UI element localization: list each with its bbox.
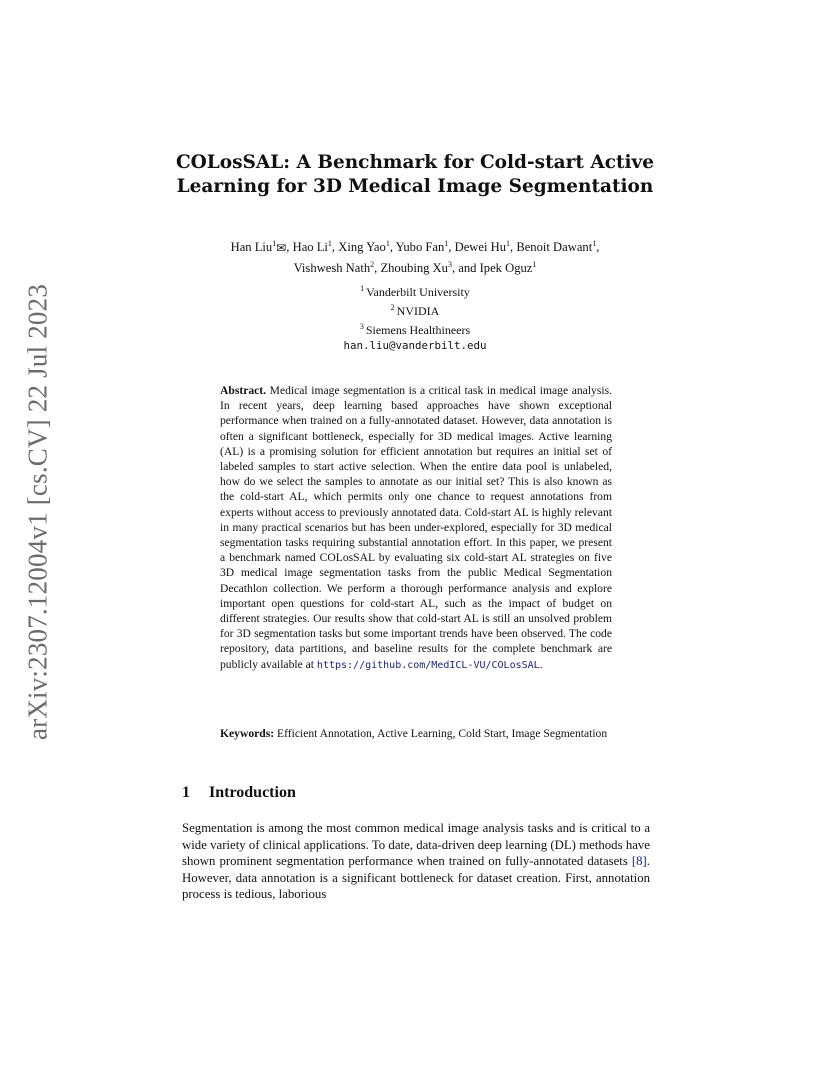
affiliation: $^1$ Vanderbilt University [360, 284, 470, 299]
contact-email[interactable]: han.liu@vanderbilt.edu [343, 339, 487, 352]
abstract-text: Medical image segmentation is a critical task in medical image analysis. In recent years, deep learning based approaches have shown exceptional performance when trained on a fully-annotated dataset. However, data annotation is often a significant bottleneck, especially for 3D medical images. Active learning (AL) is a promising solution for efficient annotation but requires an initial set of labeled samples to start active selection. When the entire data pool is unlabeled, how do we select the samples to annotate as our initial set? This is also known as the cold-start AL, which permits only one chance to request annotations from experts without access to previously annotated data. Cold-start AL is highly relevant in many practical scenarios but has been under-explored, especially for 3D medical segmentation tasks requiring substantial annotation effort. In this paper, we present a benchmark named COLosSAL by evaluating six cold-start AL strategies on five 3D medical image segmentation tasks from the public Medical Segmentation Decathlon collection. We perform a thorough performance analysis and explore important open questions for cold-start AL, such as the impact of budget on different strategies. Our results show that cold-start AL is still an unsolved problem for 3D segmentation tasks but some important trends have been observed. The code repository, data partitions, and baseline results for the complete benchmark are publicly available at [220, 384, 612, 671]
keywords [220, 726, 612, 741]
citation-link[interactable]: [8] [631, 854, 647, 869]
author: Vishwesh Nath$^2$ [293, 260, 375, 276]
author: Ipek Oguz$^1$ [479, 260, 537, 276]
abstract-label: Abstract. [220, 384, 267, 397]
paper-title [160, 151, 670, 199]
title-line-1: COLosSAL: A Benchmark for Cold-start Active [175, 152, 655, 173]
author-list: Han Liu$^1$✉, Hao Li$^1$, Xing Yao$^1$, Yubo Fan$^1$, Dewei Hu$^1$, Benoit Dawant$^1$, Vishwesh Nath$^2$, Zhoubing Xu$^3$, and Ipek Oguz$^1$ [230, 239, 600, 276]
author: Hao Li$^1$ [292, 239, 332, 255]
envelope-icon: ✉ [276, 241, 287, 256]
section-title: Introduction [209, 784, 296, 801]
author: Dewei Hu$^1$ [454, 239, 511, 255]
author: Benoit Dawant$^1$ [516, 239, 597, 255]
affiliation: $^2$ NVIDIA [390, 303, 440, 318]
author: Zhoubing Xu$^3$ [380, 260, 452, 276]
keywords-label: Keywords: [220, 727, 275, 740]
keywords-text: Efficient Annotation, Active Learning, Cold Start, Image Segmentation [277, 727, 608, 740]
arxiv-identifier-text: arXiv:2307.12004v1 [cs.CV] 22 Jul 2023 [22, 283, 53, 741]
section-heading [182, 784, 296, 802]
code-repository-link[interactable]: https://github.com/MedICL-VU/COLosSAL [316, 659, 540, 671]
abstract: Abstract. Medical image segmentation is a critical task in medical image analysis. In recent years, deep learning based approaches have shown exceptional performance when trained on a fully-annotated dataset. However, data annotation is often a significant bottleneck, especially for 3D medical images. Active learning (AL) is a promising solution for efficient annotation but requires an initial set of labeled samples to start active selection. When the entire data pool is unlabeled, how do we select the samples to annotate as our initial set? This is also known as the cold-start AL, which permits only one chance to request annotations from experts without access to previously annotated data. Cold-start AL is highly relevant in many practical scenarios but has been under-explored, especially for 3D medical segmentation tasks requiring substantial annotation effort. In this paper, we present a benchmark named COLosSAL by evaluating six cold-start AL strategies on five 3D medical image segmentation tasks from the public Medical Segmentation Decathlon collection. We perform a thorough performance analysis and explore important open questions for cold-start AL, such as the impact of budget on different strategies. Our results show that cold-start AL is still an unsolved problem for 3D segmentation tasks but some important trends have been observed. The code repository, data partitions, and baseline results for the complete benchmark are publicly available at https://github.com/MedICL-VU/COLosSAL. [220, 384, 612, 671]
arxiv-identifier [20, 283, 56, 741]
author-joiner: and [458, 261, 477, 276]
affiliation: $^3$ Siemens Healthineers [359, 322, 471, 337]
introduction-paragraph: Segmentation is among the most common medical image analysis tasks and is critical to a wide variety of clinical applications. To date, data-driven deep learning (DL) methods have shown prominent segmentation performance when trained on fully-annotated datasets [8]. However, data annotation is a significant bottleneck for dataset creation. First, annotation process is tedious, laborious [182, 821, 650, 902]
author: Yubo Fan$^1$ [395, 239, 449, 255]
author: Han Liu$^1$✉ [230, 239, 287, 256]
section-number: 1 [182, 784, 190, 801]
affiliations [260, 281, 570, 353]
author: Xing Yao$^1$ [338, 239, 390, 255]
title-line-2: Learning for 3D Medical Image Segmentation [176, 176, 654, 197]
